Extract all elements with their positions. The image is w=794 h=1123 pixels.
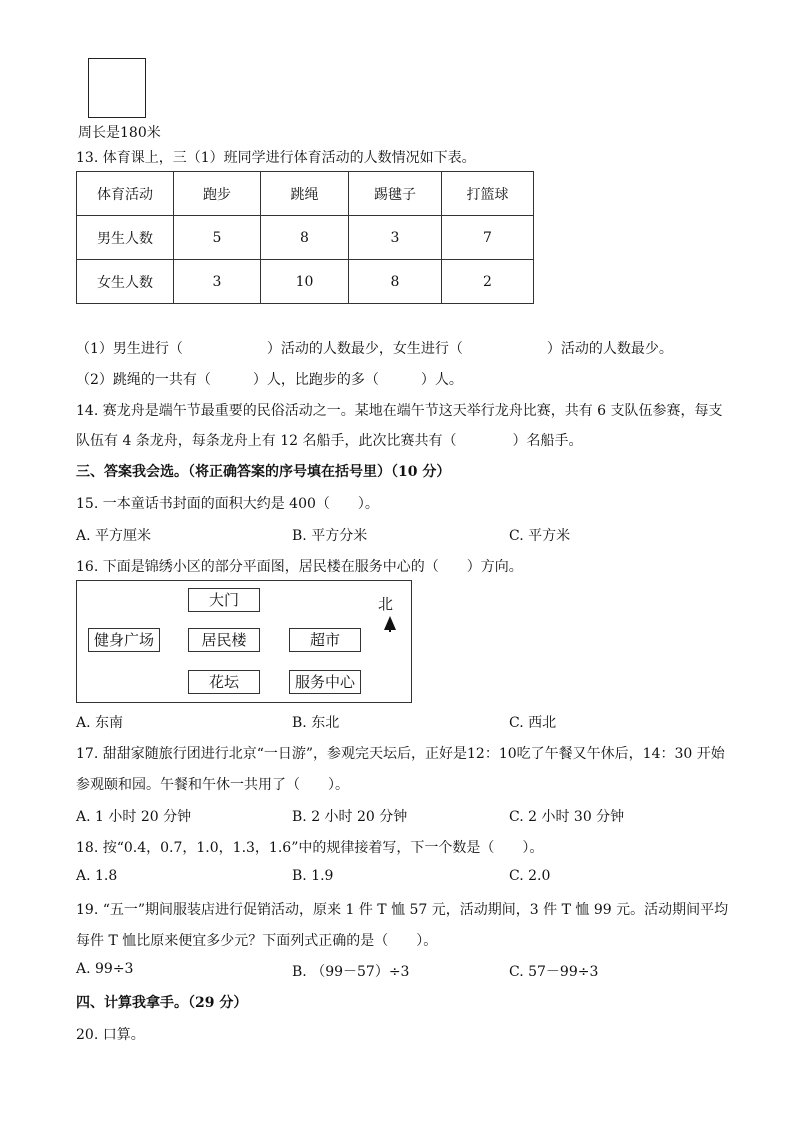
table-cell: 男生人数 — [77, 216, 174, 260]
q13-stem: 13. 体育课上，三（1）班同学进行体育活动的人数情况如下表。 — [76, 150, 476, 166]
q13-sub1: （1）男生进行（ ）活动的人数最少，女生进行（ ）活动的人数最少。 — [76, 341, 673, 357]
q19-option-a: A. 99÷3 — [76, 961, 134, 977]
table-cell: 8 — [261, 216, 349, 260]
q16-option-a: A. 东南 — [76, 715, 124, 731]
activity-table — [76, 171, 534, 304]
table-cell: 10 — [261, 260, 349, 304]
q18-option-b: B. 1.9 — [292, 868, 334, 884]
table-row — [77, 260, 534, 304]
q17-line1: 17. 甜甜家随旅行团进行北京“一日游”，参观完天坛后，正好是12：10吃了午餐又午休后，14：30 开始 — [76, 746, 725, 762]
community-map — [76, 580, 412, 703]
q16-option-b: B. 东北 — [292, 715, 340, 731]
q20-stem: 20. 口算。 — [76, 1027, 145, 1043]
map-residence: 居民楼 — [188, 628, 260, 652]
q14-line2: 队伍有 4 条龙舟，每条龙舟上有 12 名船手，此次比赛共有（ ）名船手。 — [76, 433, 583, 449]
q15-option-a: A. 平方厘米 — [76, 528, 152, 544]
table-cell: 5 — [174, 216, 261, 260]
square-figure — [88, 58, 146, 118]
q14-line1: 14. 赛龙舟是端午节最重要的民俗活动之一。某地在端午节这天举行龙舟比赛，共有 6 支队伍参赛，每支 — [76, 403, 723, 419]
q16-option-c: C. 西北 — [509, 715, 557, 731]
map-gym: 健身广场 — [88, 628, 160, 652]
q15-option-c: C. 平方米 — [509, 528, 571, 544]
q13-sub2: （2）跳绳的一共有（ ）人，比跑步的多（ ）人。 — [76, 372, 463, 388]
table-header-cell: 体育活动 — [77, 172, 174, 216]
q17-option-a: A. 1 小时 20 分钟 — [76, 809, 192, 825]
north-arrow-stem — [389, 626, 391, 632]
table-header-cell: 跑步 — [174, 172, 261, 216]
q16-stem: 16. 下面是锦绣小区的部分平面图，居民楼在服务中心的（ ）方向。 — [76, 559, 523, 575]
q19-line2: 每件 T 恤比原来便宜多少元？下面列式正确的是（ ）。 — [76, 933, 438, 949]
q19-line1: 19. “五一”期间服装店进行促销活动，原来 1 件 T 恤 57 元，活动期间，3 件 T 恤 99 元。活动期间平均 — [76, 902, 729, 918]
q18-option-c: C. 2.0 — [509, 868, 551, 884]
map-market: 超市 — [289, 628, 361, 652]
map-service-center: 服务中心 — [289, 670, 361, 694]
table-header-cell: 打篮球 — [442, 172, 534, 216]
q19-option-c: C. 57－99÷3 — [509, 964, 599, 980]
table-row — [77, 216, 534, 260]
q18-option-a: A. 1.8 — [76, 868, 118, 884]
section3-heading: 三、答案我会选。（将正确答案的序号填在括号里）（10 分） — [76, 464, 451, 480]
q19-option-b: B. （99－57）÷3 — [292, 964, 410, 980]
table-cell: 2 — [442, 260, 534, 304]
q17-line2: 参观颐和园。午餐和午休一共用了（ ）。 — [76, 777, 349, 793]
table-cell: 3 — [349, 216, 442, 260]
table-cell: 女生人数 — [77, 260, 174, 304]
table-cell: 8 — [349, 260, 442, 304]
table-header-cell: 跳绳 — [261, 172, 349, 216]
q15-stem: 15. 一本童话书封面的面积大约是 400（ ）。 — [76, 496, 379, 512]
q17-option-b: B. 2 小时 20 分钟 — [292, 809, 408, 825]
table-cell: 3 — [174, 260, 261, 304]
map-gate: 大门 — [188, 588, 260, 612]
section4-heading: 四、计算我拿手。（29 分） — [76, 995, 248, 1011]
table-header-row — [77, 172, 534, 216]
q18-stem: 18. 按“0.4，0.7，1.0，1.3，1.6”中的规律接着写，下一个数是（ ）。 — [76, 840, 544, 856]
map-garden: 花坛 — [188, 670, 260, 694]
table-header-cell: 踢毽子 — [349, 172, 442, 216]
q17-option-c: C. 2 小时 30 分钟 — [509, 809, 625, 825]
perimeter-label: 周长是180米 — [78, 125, 161, 141]
table-cell: 7 — [442, 216, 534, 260]
north-label: 北 — [378, 595, 394, 613]
q15-option-b: B. 平方分米 — [292, 528, 368, 544]
